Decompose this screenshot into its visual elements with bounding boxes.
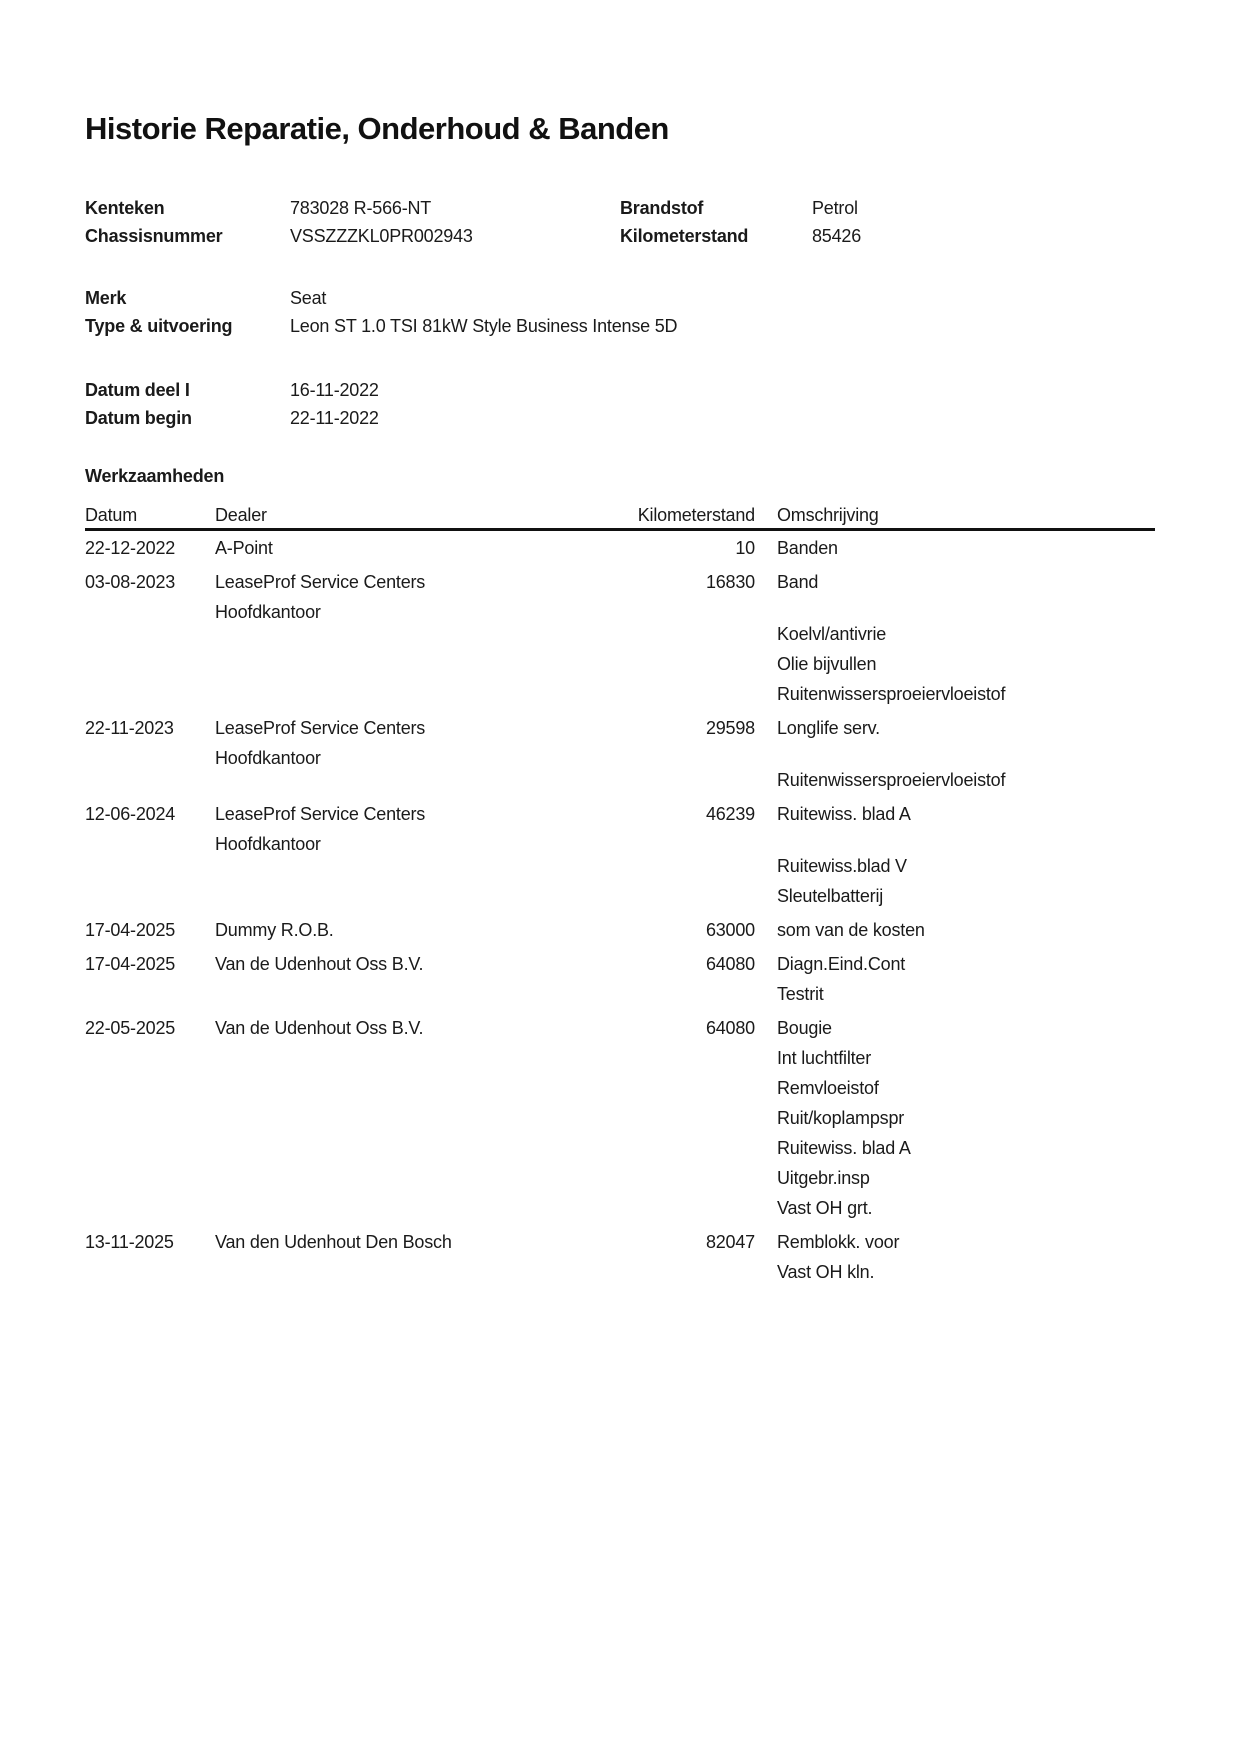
info-row-chassis-kilometerstand [85,226,1155,254]
cell-datum: 22-12-2022 [85,538,176,558]
table-row-continuation [85,856,1155,886]
datum-begin-label: Datum begin [85,408,192,428]
cell-omschrijving: Ruitenwissersproeiervloeistof [777,770,1006,790]
page-title: Historie Reparatie, Onderhoud & Banden [85,111,669,146]
cell-km: 63000 [705,920,755,940]
table-row-continuation [85,654,1155,684]
brandstof-value: Petrol [812,198,858,218]
type-uitvoering-label: Type & uitvoering [85,316,233,336]
cell-omschrijving: Ruitenwissersproeiervloeistof [777,684,1006,704]
info-row-datum-deel-1 [85,380,1155,408]
cell-dealer: A-Point [215,538,273,558]
cell-datum: 22-11-2023 [85,718,174,738]
cell-datum: 17-04-2025 [85,920,176,940]
column-header-kilometerstand: Kilometerstand [637,505,755,525]
cell-datum: 17-04-2025 [85,954,176,974]
table-row [85,718,1155,748]
kilometerstand-label: Kilometerstand [620,226,749,246]
kenteken-value: 783028 R-566-NT [290,198,432,218]
type-uitvoering-value: Leon ST 1.0 TSI 81kW Style Business Intense 5D [290,316,678,336]
table-row-continuation [85,1078,1155,1108]
table-row-dealer-line2 [85,834,1155,856]
cell-omschrijving: som van de kosten [777,920,925,940]
column-header-dealer: Dealer [215,505,267,525]
cell-omschrijving: Testrit [777,984,824,1004]
merk-value: Seat [290,288,327,308]
brandstof-label: Brandstof [620,198,704,218]
worklog-table [85,505,1155,1292]
cell-km: 82047 [705,1232,755,1252]
cell-dealer: Dummy R.O.B. [215,920,334,940]
cell-datum: 12-06-2024 [85,804,176,824]
table-row-continuation [85,984,1155,1014]
cell-omschrijving: Ruitewiss. blad A [777,804,911,824]
cell-omschrijving: Vast OH kln. [777,1262,875,1282]
cell-km: 16830 [705,572,755,592]
cell-omschrijving: Vast OH grt. [777,1198,873,1218]
cell-km: 64080 [705,1018,755,1038]
datum-deel-1-label: Datum deel I [85,380,190,400]
cell-omschrijving: Band [777,572,819,592]
datum-begin-value: 22-11-2022 [290,408,379,428]
table-row-dealer-line2 [85,748,1155,770]
table-row [85,572,1155,602]
info-row-merk [85,288,1155,316]
kenteken-label: Kenteken [85,198,165,218]
chassisnummer-value: VSSZZZKL0PR002943 [290,226,473,246]
kilometerstand-value: 85426 [812,226,862,246]
cell-dealer: LeaseProf Service Centers [215,572,426,592]
cell-omschrijving: Olie bijvullen [777,654,877,674]
datum-deel-1-value: 16-11-2022 [290,380,379,400]
cell-km: 29598 [705,718,755,738]
cell-omschrijving: Uitgebr.insp [777,1168,870,1188]
table-row [85,1018,1155,1048]
column-header-datum: Datum [85,505,138,525]
table-row [85,920,1155,950]
cell-km: 46239 [705,804,755,824]
info-row-type [85,316,1155,344]
cell-omschrijving: Remvloeistof [777,1078,879,1098]
table-row [85,954,1155,984]
info-row-datum-begin [85,408,1155,436]
table-row-continuation [85,1198,1155,1228]
cell-omschrijving: Ruit/koplampspr [777,1108,905,1128]
worklog-heading: Werkzaamheden [85,466,225,486]
worklog-table-body [85,531,1155,1292]
worklog-table-header [85,505,1155,525]
table-row-continuation [85,1138,1155,1168]
cell-omschrijving: Remblokk. voor [777,1232,900,1252]
cell-datum: 13-11-2025 [85,1232,174,1252]
cell-omschrijving: Bougie [777,1018,832,1038]
table-row-continuation [85,1168,1155,1198]
cell-dealer: Van de Udenhout Oss B.V. [215,954,424,974]
info-row-kenteken-brandstof [85,198,1155,226]
column-header-omschrijving: Omschrijving [777,505,879,525]
table-row [85,804,1155,834]
cell-omschrijving: Banden [777,538,838,558]
cell-dealer: Hoofdkantoor [215,834,321,854]
table-row-continuation [85,1108,1155,1138]
cell-omschrijving: Int luchtfilter [777,1048,872,1068]
cell-omschrijving: Sleutelbatterij [777,886,884,906]
chassisnummer-label: Chassisnummer [85,226,223,246]
cell-dealer: Van den Udenhout Den Bosch [215,1232,452,1252]
cell-omschrijving: Ruitewiss. blad A [777,1138,911,1158]
cell-omschrijving: Longlife serv. [777,718,880,738]
cell-datum: 22-05-2025 [85,1018,176,1038]
table-row-continuation [85,770,1155,800]
table-row-continuation [85,684,1155,714]
cell-omschrijving: Koelvl/antivrie [777,624,887,644]
table-row [85,1232,1155,1262]
vehicle-info-section [85,198,1155,436]
cell-datum: 03-08-2023 [85,572,176,592]
cell-dealer: LeaseProf Service Centers [215,718,426,738]
table-row-continuation [85,624,1155,654]
cell-omschrijving: Diagn.Eind.Cont [777,954,906,974]
table-row-continuation [85,886,1155,916]
cell-dealer: LeaseProf Service Centers [215,804,426,824]
cell-km: 64080 [705,954,755,974]
table-row [85,538,1155,568]
cell-km: 10 [735,538,755,558]
cell-dealer: Van de Udenhout Oss B.V. [215,1018,424,1038]
cell-omschrijving: Ruitewiss.blad V [777,856,907,876]
merk-label: Merk [85,288,127,308]
table-row-continuation [85,1262,1155,1292]
cell-dealer: Hoofdkantoor [215,602,321,622]
table-row-dealer-line2 [85,602,1155,624]
cell-dealer: Hoofdkantoor [215,748,321,768]
table-row-continuation [85,1048,1155,1078]
